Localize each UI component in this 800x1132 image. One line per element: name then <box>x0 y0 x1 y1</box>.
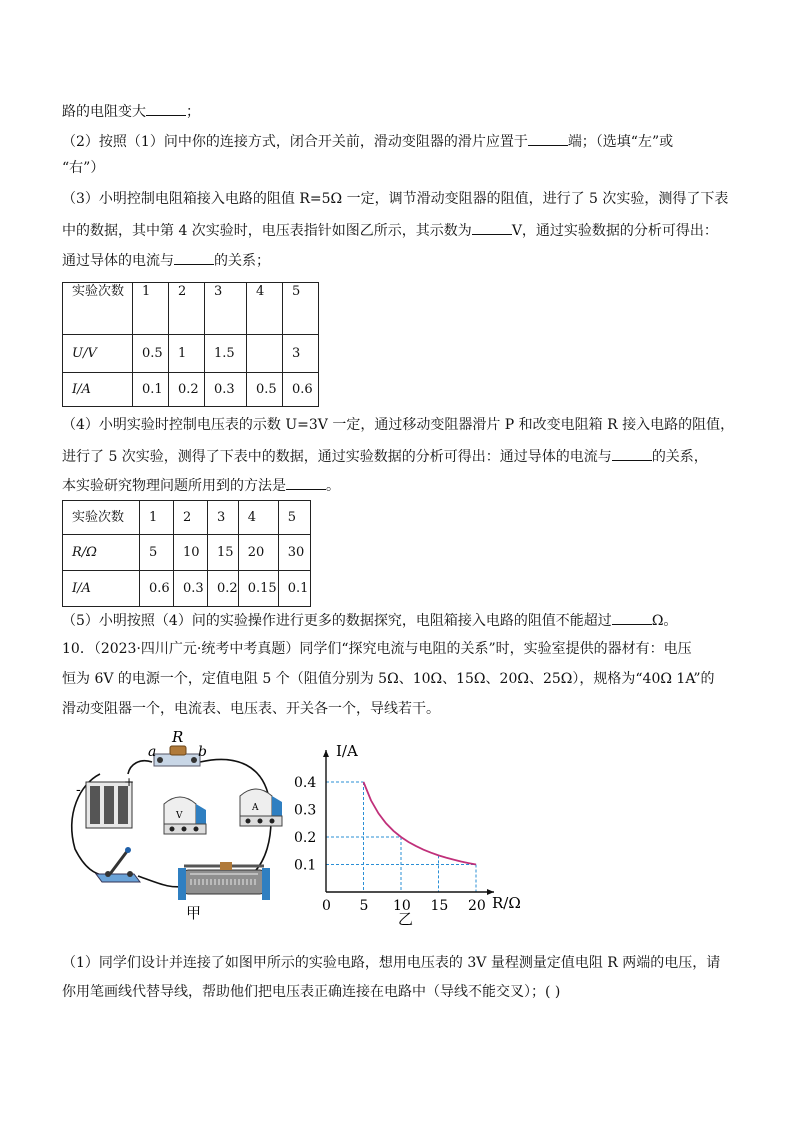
q10-stem-line1: 10．（2023·四川广元·统考中考真题）同学们“探究电流与电阻的关系”时，实验室提供的器材有：电压 <box>62 641 692 657</box>
q9-part4: （4）小明实验时控制电压表的示数 U=3V 一定，通过移动变阻器滑片 P 和改变电阻箱 R 接入电路的阻值， <box>62 417 735 433</box>
label-minus: - <box>76 782 81 798</box>
circuit-figure <box>60 724 290 924</box>
rheostat-icon <box>178 862 270 900</box>
q9-part5: （5）小明按照（4）问的实验操作进行更多的数据探究，电阻箱接入电路的阻值不能超过 Ω。 <box>62 608 677 632</box>
x-axis-label: R/Ω <box>492 894 521 912</box>
answer-blank[interactable] <box>286 473 326 490</box>
x-tick-label: 5 <box>359 898 369 914</box>
switch-icon <box>96 847 140 882</box>
q10-part1-line2: 你用笔画线代替导线，帮助他们把电压表正确连接在电路中（导线不能交叉）；( ) <box>62 984 561 1000</box>
voltmeter-icon <box>164 797 206 834</box>
axes <box>323 750 494 895</box>
label-plus: + <box>124 775 135 789</box>
x-tick-label: 15 <box>430 898 449 914</box>
caption-yi: 乙 <box>398 910 414 928</box>
q9-line-top: 路的电阻变大 ； <box>62 99 200 123</box>
y-tick-labels <box>294 775 316 874</box>
y-tick-label: 0.3 <box>294 802 317 819</box>
caption-jia: 甲 <box>186 904 202 922</box>
q10-stem-line3: 滑动变阻器一个，电流表、电压表、开关各一个，导线若干。 <box>62 701 440 717</box>
label-a-meter: A <box>252 803 259 813</box>
q9-part3: （3）小明控制电阻箱接入电路的阻值 R=5Ω 一定，调节滑动变阻器的阻值，进行了 5 次实验，测得了下表 <box>62 191 729 207</box>
label-a: a <box>148 744 157 760</box>
x-tick-label: 0 <box>322 898 331 914</box>
data-table-1 <box>62 282 319 407</box>
curve-line <box>364 782 477 865</box>
answer-blank[interactable] <box>146 99 186 116</box>
answer-blank[interactable] <box>528 129 568 146</box>
table-row: I/A 0.6 0.3 0.2 0.15 0.1 <box>63 571 311 607</box>
y-axis-arrow <box>323 750 329 757</box>
current-resistance-graph <box>292 742 542 932</box>
q9-part4-line2: 进行了 5 次实验，测得了下表中的数据，通过实验数据的分析可得出：通过导体的电流与 的关系， <box>62 444 708 468</box>
resistor-icon <box>154 746 200 766</box>
table-row: 实验次数 1 2 3 4 5 <box>63 283 319 335</box>
q10-stem-line2: 恒为 6V 的电源一个，定值电阻 5 个（阻值分别为 5Ω、10Ω、15Ω、20Ω、25Ω），规格为“40Ω 1A”的 <box>62 671 715 687</box>
q9-part2-cont: “右”） <box>62 160 105 176</box>
y-tick-label: 0.1 <box>294 857 317 874</box>
y-tick-label: 0.2 <box>294 830 317 846</box>
q10-part1: （1）同学们设计并连接了如图甲所示的实验电路，想用电压表的 3V 量程测量定值电阻 R 两端的电压，请 <box>62 955 721 971</box>
q9-part2: （2）按照（1）问中你的连接方式，闭合开关前，滑动变阻器的滑片应置于 端；（选填“左”或 <box>62 129 673 153</box>
table-row: I/A 0.1 0.2 0.3 0.5 0.6 <box>63 373 319 407</box>
table-row: 实验次数 1 2 3 4 5 <box>63 501 311 535</box>
label-b: b <box>198 744 207 760</box>
label-r: R <box>172 728 184 746</box>
x-tick-label: 20 <box>468 898 486 914</box>
answer-blank[interactable] <box>612 444 652 461</box>
answer-blank[interactable] <box>472 218 512 235</box>
y-tick-label: 0.4 <box>294 775 317 791</box>
label-v: V <box>176 811 183 821</box>
table-row: R/Ω 5 10 15 20 30 <box>63 535 311 571</box>
q9-part3-line2: 中的数据，其中第 4 次实验时，电压表指针如图乙所示，其示数为 V，通过实验数据的分析可得出： <box>62 218 718 242</box>
table-row: U/V 0.5 1 1.5 3 <box>63 335 319 373</box>
answer-blank[interactable] <box>612 608 652 625</box>
q9-part3-line3: 通过导体的电流与 的关系； <box>62 248 270 272</box>
answer-blank[interactable] <box>174 248 214 265</box>
data-table-2 <box>62 500 311 607</box>
ammeter-icon <box>240 789 282 826</box>
x-tick-label: 10 <box>393 898 411 914</box>
y-axis-label: I/A <box>336 742 358 760</box>
q9-part4-line3: 本实验研究物理问题所用到的方法是 。 <box>62 473 340 497</box>
